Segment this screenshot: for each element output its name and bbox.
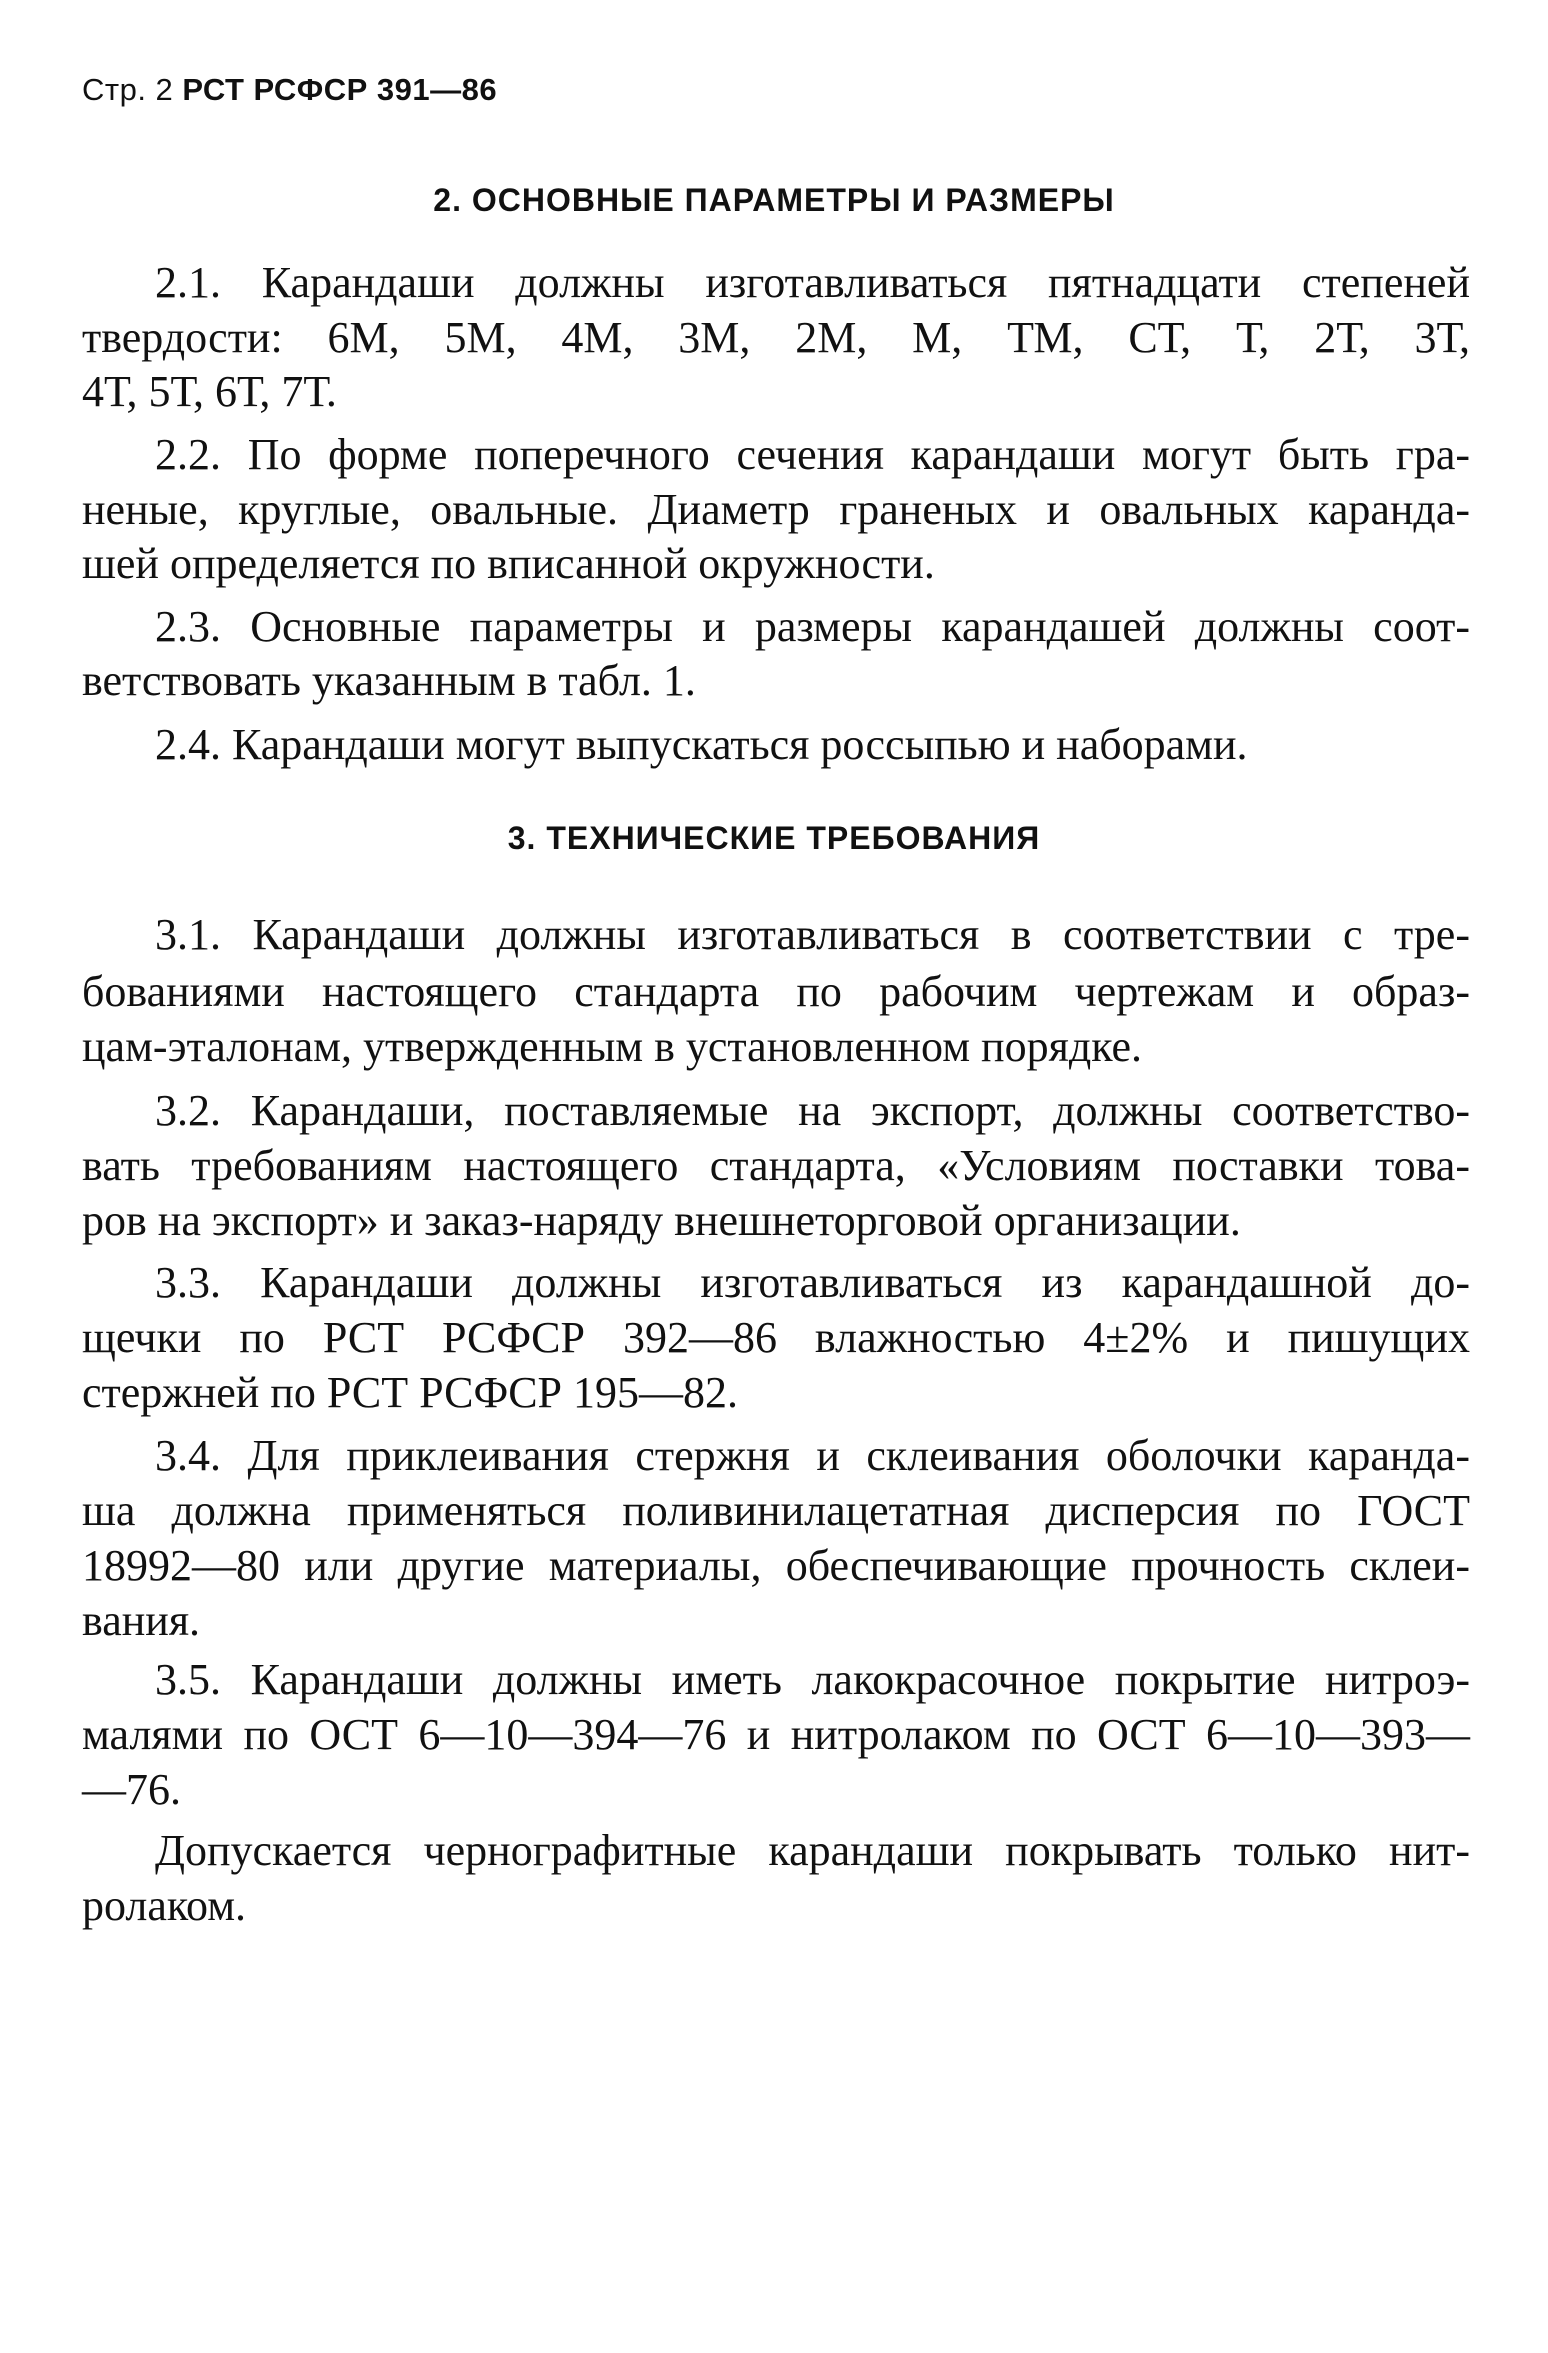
text-line: ветствовать указанным в табл. 1. bbox=[82, 656, 696, 705]
text-line: 4Т, 5Т, 6Т, 7Т. bbox=[82, 367, 337, 416]
standard-code: РСТ РСФСР 391—86 bbox=[182, 72, 498, 107]
text-line: малями по ОСТ 6—10—394—76 и нитролаком по ОСТ 6—10—393— bbox=[82, 1710, 1470, 1759]
text-line: 3.2. Карандаши, поставляемые на экспорт, должны соответство- bbox=[155, 1086, 1470, 1135]
text-line: шей определяется по вписанной окружности. bbox=[82, 539, 935, 588]
text-line: ша должна применяться поливинилацетатная дисперсия по ГОСТ bbox=[82, 1486, 1470, 1535]
text-line: щечки по РСТ РСФСР 392—86 влажностью 4±2% и пишущих bbox=[82, 1313, 1470, 1362]
text-line: 2.1. Карандаши должны изготавливаться пятнадцати степеней bbox=[155, 258, 1470, 307]
text-line: неные, круглые, овальные. Диаметр граненых и овальных каранда- bbox=[82, 485, 1470, 534]
text-line: ров на экспорт» и заказ-наряду внешнеторговой организации. bbox=[82, 1196, 1241, 1245]
text-line: 2.2. По форме поперечного сечения карандаши могут быть гра- bbox=[155, 430, 1470, 479]
text-line: 2.4. Карандаши могут выпускаться россыпью и наборами. bbox=[155, 720, 1248, 769]
text-line: —76. bbox=[82, 1765, 181, 1814]
text-line: стержней по РСТ РСФСР 195—82. bbox=[82, 1368, 739, 1417]
page-header bbox=[82, 72, 497, 108]
page-number: Стр. 2 bbox=[82, 72, 174, 107]
text-line: 18992—80 или другие материалы, обеспечивающие прочность склеи- bbox=[82, 1541, 1470, 1590]
text-line: ролаком. bbox=[82, 1881, 247, 1930]
text-line: 3.3. Карандаши должны изготавливаться из карандашной до- bbox=[155, 1258, 1470, 1307]
text-line: Допускается чернографитные карандаши покрывать только нит- bbox=[155, 1826, 1470, 1875]
text-line: цам-эталонам, утвержденным в установленном порядке. bbox=[82, 1022, 1143, 1071]
text-line: бованиями настоящего стандарта по рабочим чертежам и образ- bbox=[82, 967, 1470, 1016]
text-line: 3.4. Для приклеивания стержня и склеивания оболочки каранда- bbox=[155, 1431, 1470, 1480]
text-line: вания. bbox=[82, 1596, 201, 1645]
section-2-title: 2. ОСНОВНЫЕ ПАРАМЕТРЫ И РАЗМЕРЫ bbox=[433, 182, 1115, 218]
text-line: 3.5. Карандаши должны иметь лакокрасочное покрытие нитроэ- bbox=[155, 1655, 1470, 1704]
text-line: 2.3. Основные параметры и размеры карандашей должны соот- bbox=[155, 602, 1470, 651]
text-line: вать требованиям настоящего стандарта, «Условиям поставки това- bbox=[82, 1141, 1470, 1190]
text-line: твердости: 6М, 5М, 4М, 3М, 2М, М, ТМ, СТ, Т, 2Т, 3Т, bbox=[82, 313, 1470, 362]
section-3-title: 3. ТЕХНИЧЕСКИЕ ТРЕБОВАНИЯ bbox=[507, 820, 1041, 856]
text-line: 3.1. Карандаши должны изготавливаться в соответствии с тре- bbox=[155, 910, 1470, 959]
